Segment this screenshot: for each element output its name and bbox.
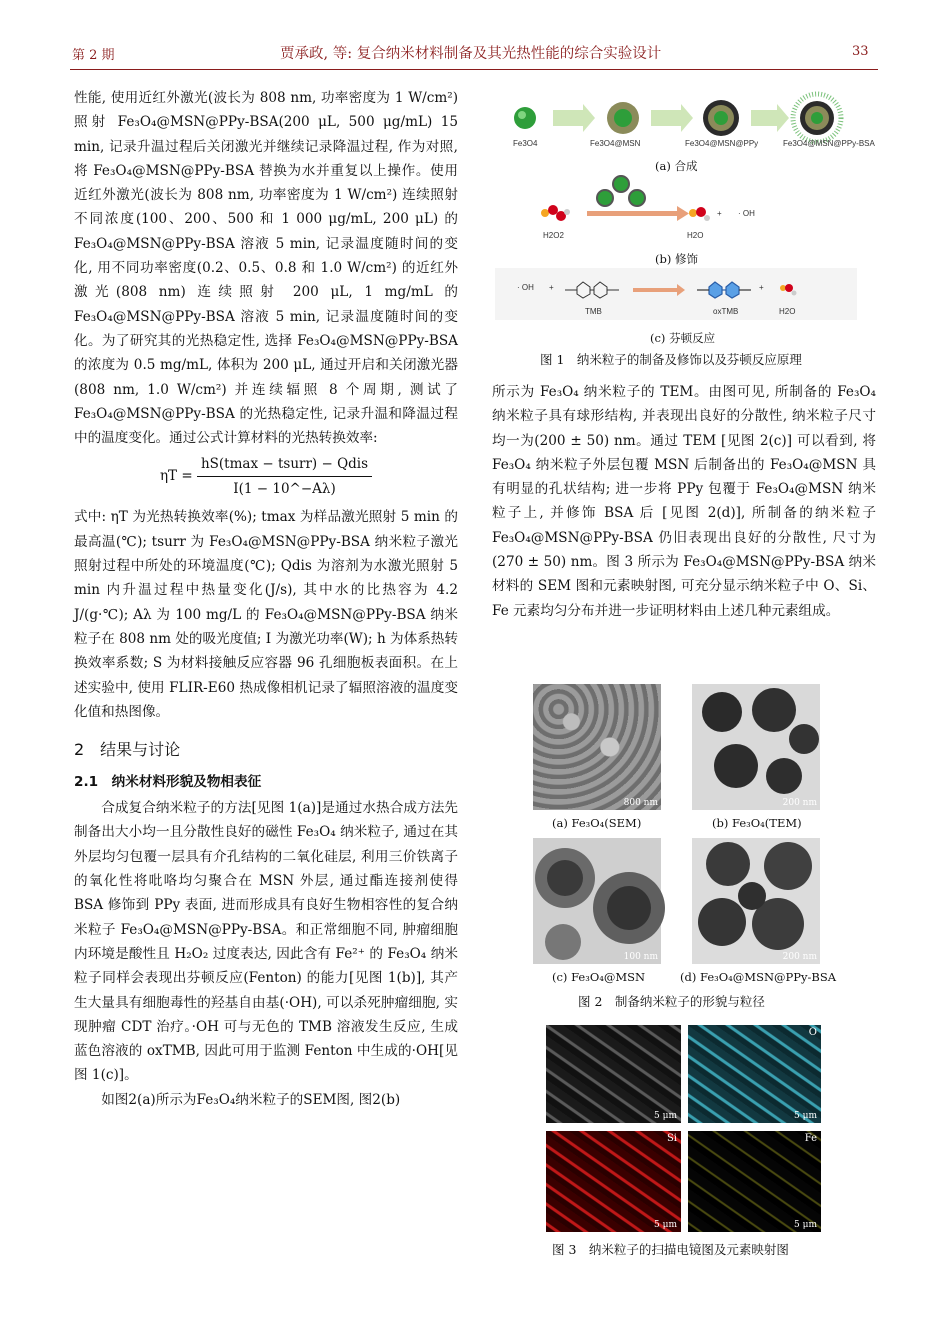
element-label-fe: Fe <box>804 1133 817 1144</box>
label-fe3o4-msn-ppy: Fe3O4@MSN@PPy <box>685 139 759 148</box>
label-oxtmb: oxTMB <box>713 307 739 316</box>
fig2-sub-c: (c) Fe₃O₄@MSN <box>552 970 646 984</box>
figure-1-graphic <box>495 88 875 350</box>
scale-bar-label: 200 nm <box>782 798 817 808</box>
hydroxyl-radical-label: · OH <box>738 209 755 218</box>
formula-numerator: hS(tmax − tsurr) − Qdis <box>197 454 372 477</box>
subsection-heading: 2.1 纳米材料形貌及物相表征 <box>74 774 262 791</box>
fig2-sub-b: (b) Fe₃O₄(TEM) <box>712 816 802 830</box>
right-column <box>492 380 876 623</box>
fig3-caption: 图 3 纳米粒子的扫描电镜图及元素映射图 <box>552 1242 789 1257</box>
fenton-panel-bg <box>495 268 857 320</box>
right-paragraph-1: 所示为 Fe₃O₄ 纳米粒子的 TEM。由图可见, 所制备的 Fe₃O₄ 纳米粒子具有球形结构, 并表现出良好的分散性, 纳米粒子尺寸均一为(200 ± 50) nm。通过 TEM [见图 2(c)] 可以看到, 将 Fe₃O₄ 纳米粒子外层包覆 MSN 后制备出的 Fe₃O₄@MSN 具有明显的孔状结构; 进一步将 PPy 包覆于 Fe₃O₄@MSN 纳米粒子上, 并修饰 BSA 后 [见图 2(d)], 所制备的纳米粒子 Fe₃O₄@MSN@PPy-BSA 仍旧表现出良好的分散性, 尺寸为(270 ± 50) nm。图 3 所示为 Fe₃O₄@MSN@PPy-BSA 纳米材料的 SEM 图和元素映射图, 可充分显示纳米粒子中 O、Si、Fe 元素均匀分布并进一步证明材料由上述几种元素组成。 <box>492 384 876 619</box>
figure-1 <box>495 88 875 350</box>
issue-number: 第 2 期 <box>72 48 115 63</box>
reaction-arrow <box>587 211 677 216</box>
left-paragraph-1: 性能, 使用近红外激光(波长为 808 nm, 功率密度为 1 W/cm²) 照射 Fe₃O₄@MSN@PPy-BSA(200 μL, 500 μg/mL) 15 min, 记录升温过程后关闭激光并继续记录降温过程, 作为对照, 将 Fe₃O₄@MSN@PPy-BSA 替换为水并重复以上操作。使用近红外激光(波长为 808 nm, 功率密度为 1 W/cm²) 连续照射不同浓度(100、200、500 和 1 000 μg/mL, 200 μL) 的 Fe₃O₄@MSN@PPy-BSA 溶液 5 min, 记录温度随时间的变化, 用不同功率密度(0.2、0.5、0.8 和 1.0 W/cm²) 的近红外激光(808 nm) 连续照射 200 μL, 1 mg/mL 的 Fe₃O₄@MSN@PPy-BSA 溶液 5 min, 记录温度随时间的变化。为了研究其的光热稳定性, 选择 Fe₃O₄@MSN@PPy-BSA 的浓度为 0.5 mg/mL, 体积为 200 μL, 通过开启和关闭激光器(808 nm, 1.0 W/cm²) 并连续辐照 8 个周期, 测试了 Fe₃O₄@MSN@PPy-BSA 的光热稳定性, 记录升温和降温过程中的温度变化。通过公式计算材料的光热转换效率: <box>74 90 458 447</box>
scale-bar-label: 5 μm <box>654 1111 677 1121</box>
formula-fraction <box>197 454 372 499</box>
left-column <box>74 86 458 1112</box>
tem-image-fe3o4-msn-ppy-bsa <box>692 838 820 964</box>
photothermal-formula <box>74 454 458 499</box>
arrow-icon <box>677 206 689 221</box>
label-fe3o4: Fe3O4 <box>513 139 538 148</box>
tem-image-fe3o4 <box>692 684 820 810</box>
ppy-bsa-particles <box>692 838 820 964</box>
sem-image-fe3o4 <box>533 684 661 810</box>
fe3o4-msn-ppy-bsa-particle <box>793 94 841 142</box>
fig1-sub-b: (b) 修饰 <box>655 252 698 266</box>
mapping-iron <box>688 1131 821 1232</box>
section-heading: 2 结果与讨论 <box>74 740 181 760</box>
sem-image-mapping <box>546 1025 681 1123</box>
label-fe3o4-msn-ppy-bsa: Fe3O4@MSN@PPy-BSA <box>783 139 875 148</box>
fe3o4-msn-particle <box>607 102 639 134</box>
label-h2o2: H2O2 <box>543 231 564 240</box>
left-paragraph-3: 合成复合纳米粒子的方法[见图 1(a)]是通过水热合成方法先制备出大小均一且分散性良好的磁性 Fe₃O₄ 纳米粒子, 通过在其外层均匀包覆一层具有介孔结构的二氧化硅层, 利用三价铁离子的氧化性将吡咯均匀聚合在 MSN 外层, 通过酯连接剂使得 BSA 修饰到 PPy 表面, 进而形成具有良好生物相容性的复合纳米粒子 Fe₃O₄@MSN@PPy-BSA。和正常细胞不同, 肿瘤细胞内环境是酸性且 H₂O₂ 过度表达, 因此含有 Fe²⁺ 的 Fe₃O₄ 纳米粒子同样会表现出芬顿反应(Fenton) 的能力[见图 1(b)], 其产生大量具有细胞毒性的羟基自由基(·OH), 可以杀死肿瘤细胞, 实现肿瘤 CDT 治疗。·OH 可与无色的 TMB 溶液发生反应, 生成蓝色溶液的 oxTMB, 因此可用于监测 Fenton 中生成的·OH[见图 1(c)]。 <box>74 800 458 1084</box>
msn-particles <box>533 838 661 964</box>
label-h2o: H2O <box>687 231 704 240</box>
header-rule <box>70 69 878 70</box>
scale-bar-label: 5 μm <box>794 1220 817 1230</box>
arrow-icon <box>751 104 789 132</box>
label-fe3o4-msn: Fe3O4@MSN <box>590 139 641 148</box>
plus-sign-1: + <box>549 283 554 292</box>
arrow-icon <box>651 104 693 132</box>
plus-sign-2: + <box>759 283 764 292</box>
fig2-caption: 图 2 制备纳米粒子的形貌与粒径 <box>578 994 765 1009</box>
catalyst-particles <box>597 176 645 206</box>
formula-lhs: ηT = <box>159 468 193 485</box>
h2o-molecule <box>689 207 710 221</box>
page-number: 33 <box>852 44 869 59</box>
tem-particles <box>692 684 820 810</box>
left-paragraph-2: 式中: ηT 为光热转换效率(%); tmax 为样品激光照射 5 min 的最高温(℃); tsurr 为 Fe₃O₄@MSN@PPy-BSA 纳米粒子激光照射过程中所处的环境温度(℃); Qdis 为溶剂为水激光照射 5 min 内升温过程中热量变化(J/s), 其中水的比热容为 4.2 J/(g·℃); Aλ 为 100 mg/L 的 Fe₃O₄@MSN@PPy-BSA 纳米粒子在 808 nm 处的吸光度值; I 为激光功率(W); h 为体系热转换效率系数; S 为材料接触反应容器 96 孔细胞板表面积。在上述实验中, 使用 FLIR-E60 热成像相机记录了辐照溶液的温度变化值和热图像。 <box>74 509 458 720</box>
label-tmb: TMB <box>585 307 602 316</box>
element-label-si: Si <box>666 1133 677 1144</box>
fig2-sub-a: (a) Fe₃O₄(SEM) <box>552 816 642 830</box>
mapping-silicon <box>546 1131 681 1232</box>
fe3o4-core-particle <box>514 107 536 129</box>
scale-bar-label: 5 μm <box>794 1111 817 1121</box>
plus-sign: + <box>717 209 722 218</box>
h2o2-molecule <box>541 205 570 221</box>
fig1-sub-c: (c) 芬顿反应 <box>650 331 716 345</box>
fig2-sub-d: (d) Fe₃O₄@MSN@PPy-BSA <box>680 970 837 984</box>
label-h2o-c: H2O <box>779 307 796 316</box>
scale-bar-label: 200 nm <box>782 952 817 962</box>
scale-bar-label: 5 μm <box>654 1220 677 1230</box>
reaction-arrow <box>633 288 677 292</box>
scale-bar-label: 100 nm <box>623 952 658 962</box>
arrow-icon <box>553 104 595 132</box>
fig1-sub-a: (a) 合成 <box>655 159 698 173</box>
fe3o4-msn-ppy-particle <box>703 100 739 136</box>
hydroxyl-radical-label-c: · OH <box>517 283 534 292</box>
running-title: 贾承政, 等: 复合纳米材料制备及其光热性能的综合实验设计 <box>280 46 662 62</box>
mapping-oxygen <box>688 1025 821 1123</box>
left-paragraph-4: 如图2(a)所示为Fe₃O₄纳米粒子的SEM图, 图2(b) <box>101 1091 401 1108</box>
fig1-caption: 图 1 纳米粒子的制备及修饰以及芬顿反应原理 <box>540 352 802 367</box>
tem-image-fe3o4-msn <box>533 838 661 964</box>
scale-bar-label: 800 nm <box>623 798 658 808</box>
element-label-o: O <box>808 1027 817 1038</box>
formula-denominator: I(1 − 10^−Aλ) <box>233 481 336 498</box>
